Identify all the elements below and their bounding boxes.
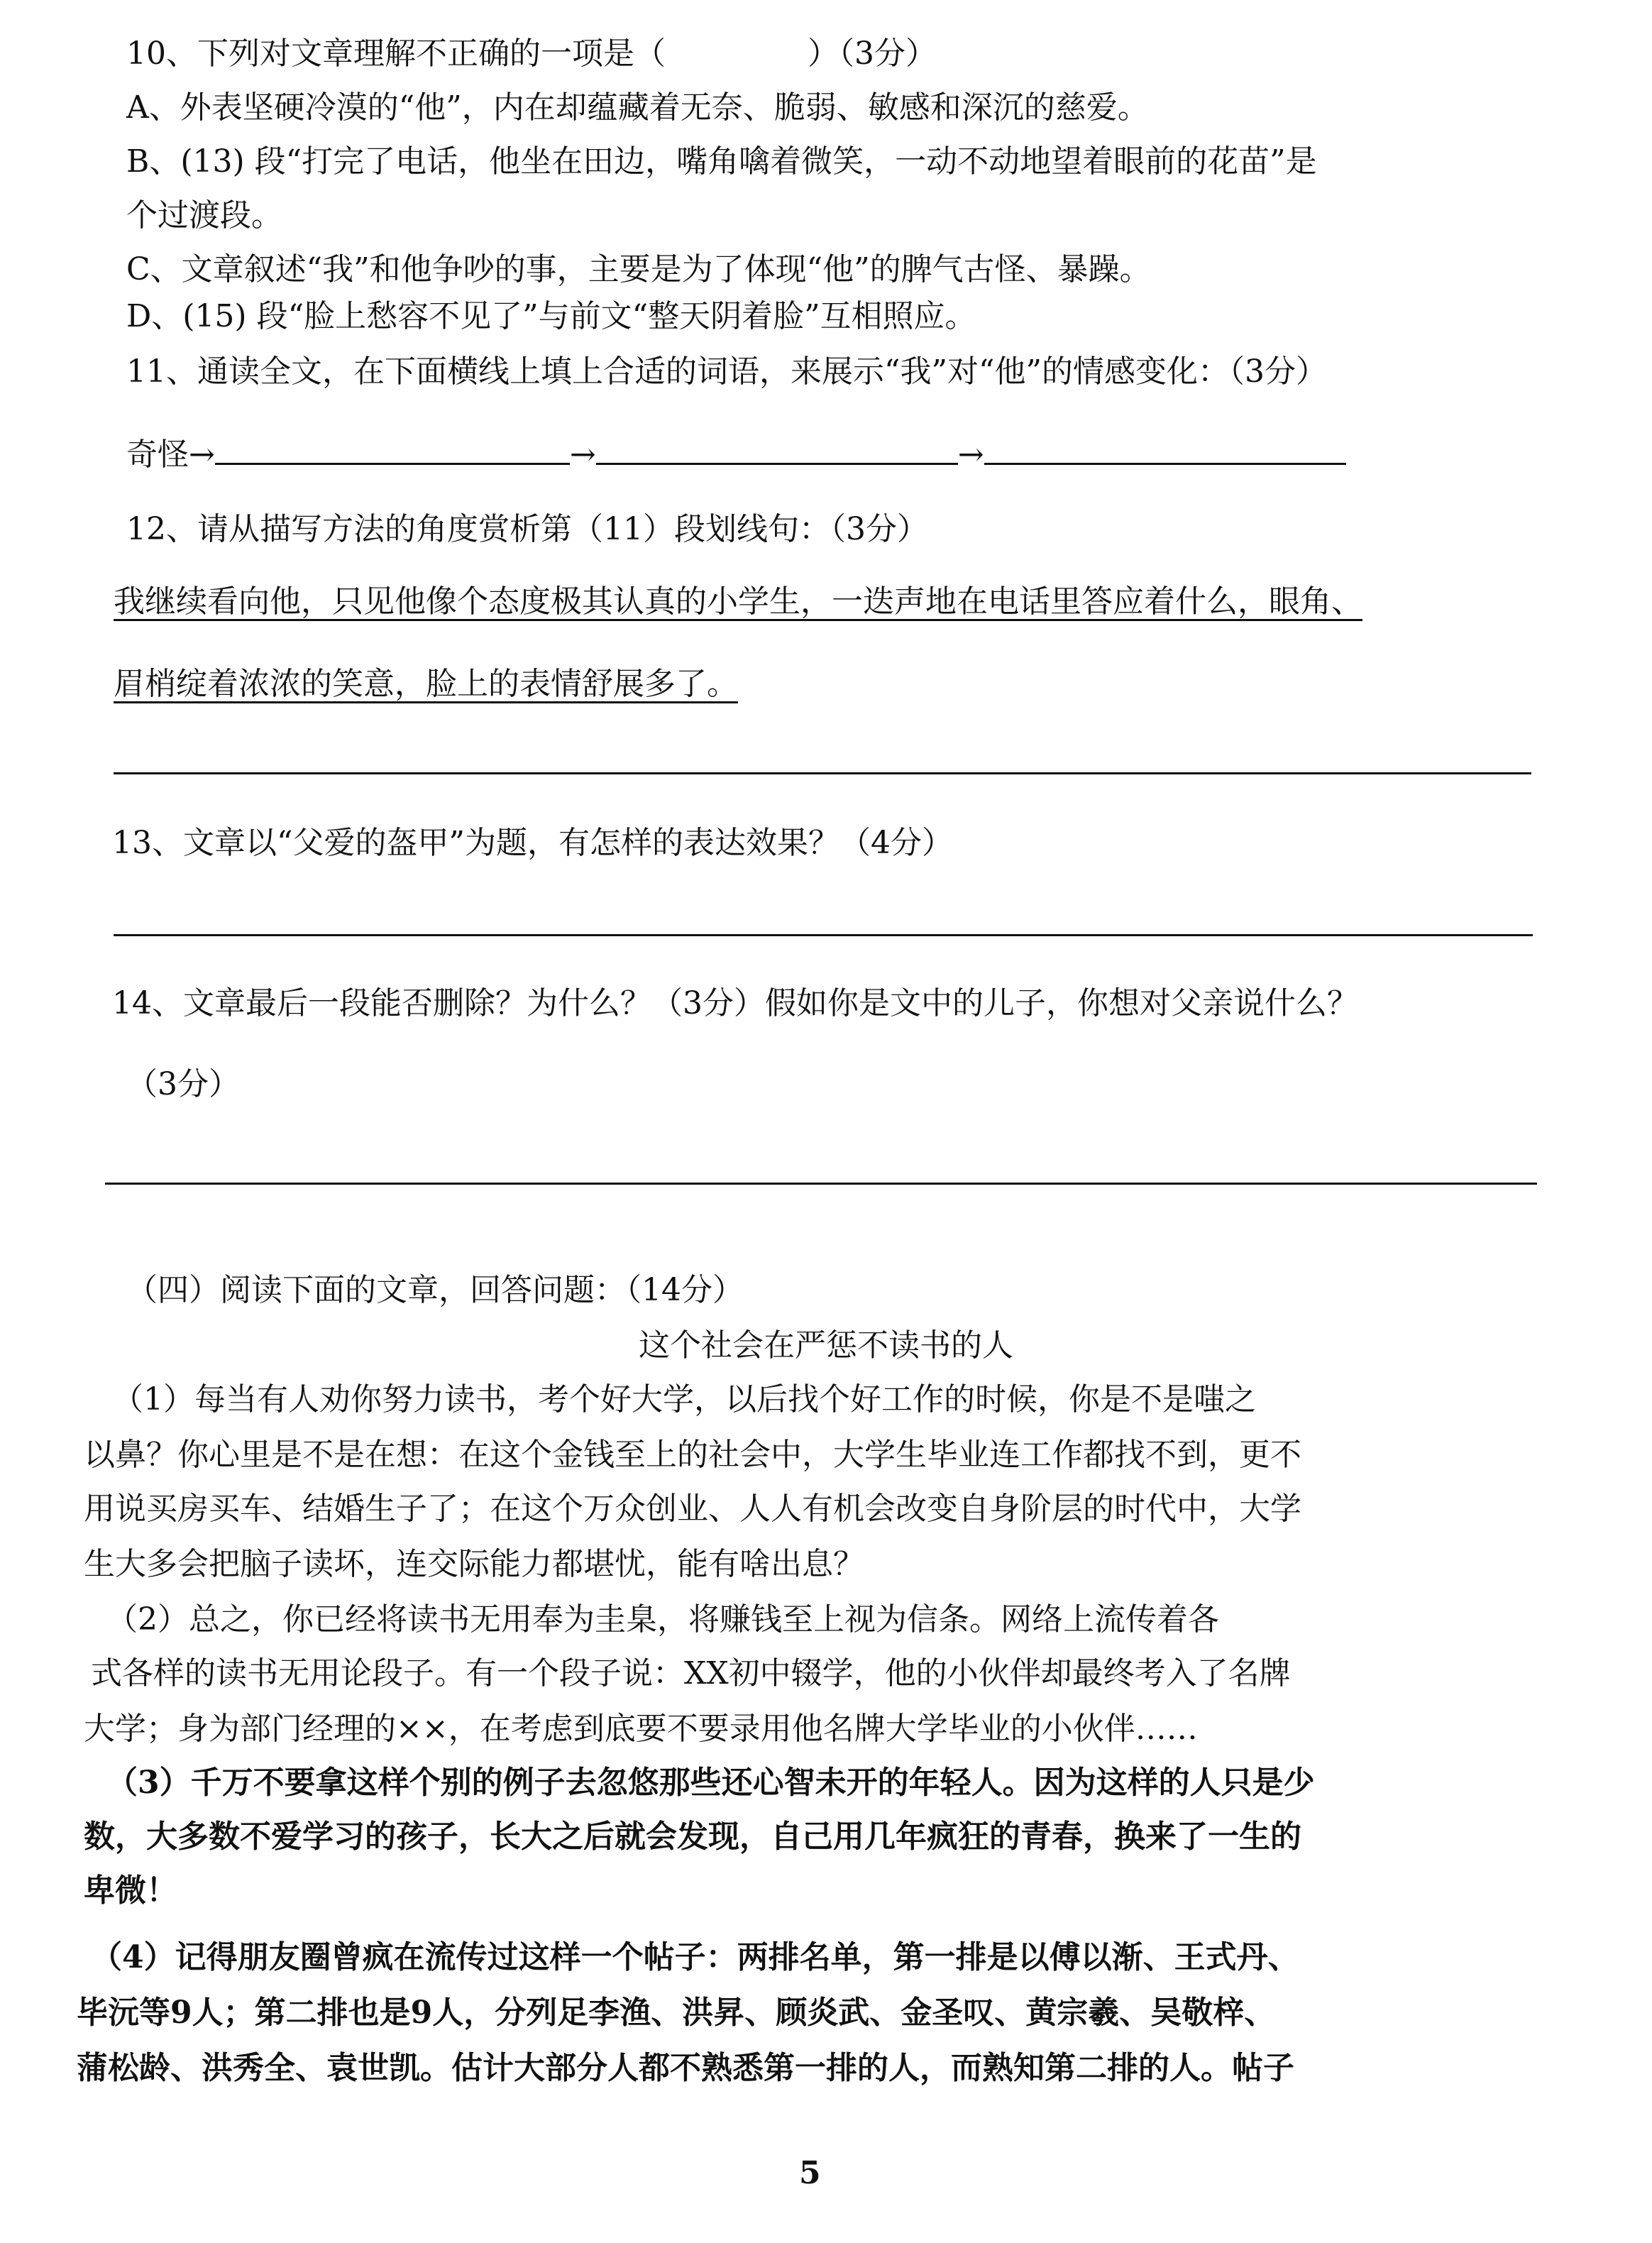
q10-stem-prefix: 10、下列对文章理解不正确的一项是（ xyxy=(126,35,666,72)
p3-line3: 卑微！ xyxy=(84,1872,177,1909)
q10-option-b-line1: B、(13) 段“打完了电话，他坐在田边，嘴角噙着微笑，一动不动地望着眼前的花苗”是 xyxy=(126,143,1317,180)
p2-line1: （2）总之，你已经将读书无用奉为圭臬，将赚钱至上视为信条。网络上流传着各 xyxy=(106,1601,1219,1638)
q10-option-d: D、(15) 段“脸上愁容不见了”与前文“整天阴着脸”互相照应。 xyxy=(126,298,976,334)
q12-quote-line1: 我继续看向他，只见他像个态度极其认真的小学生，一迭声地在电话里答应着什么，眼角、 xyxy=(114,583,1362,620)
q14-stem: 14、文章最后一段能否删除？为什么？（3分）假如你是文中的儿子，你想对父亲说什么？ xyxy=(112,985,1358,1021)
q11-fill-row xyxy=(126,434,1346,475)
arrow-icon: → xyxy=(957,437,984,473)
p1-line3: 用说买房买车、结婚生子了；在这个万众创业、人人有机会改变自身阶层的时代中，大学 xyxy=(84,1491,1301,1527)
p1-line1: （1）每当有人劝你努力读书，考个好大学，以后找个好工作的时候，你是不是嗤之 xyxy=(112,1381,1256,1417)
p4-line1: （4）记得朋友圈曾疯在流传过这样一个帖子：两排名单，第一排是以傅以渐、王式丹、 xyxy=(91,1939,1299,1975)
q11-stem: 11、通读全文，在下面横线上填上合适的词语，来展示“我”对“他”的情感变化：（3分） xyxy=(126,353,1327,390)
q13-answer-line[interactable] xyxy=(114,934,1533,936)
q10-option-a: A、外表坚硬冷漠的“他”，内在却蕴藏着无奈、脆弱、敏感和深沉的慈爱。 xyxy=(126,89,1149,126)
q11-blank-3[interactable] xyxy=(984,434,1346,465)
q11-blank-1[interactable] xyxy=(215,434,570,465)
q14-points: （3分） xyxy=(126,1066,240,1102)
q10-stem xyxy=(126,34,937,74)
q13-stem: 13、文章以“父爱的盔甲”为题，有怎样的表达效果？（4分） xyxy=(112,825,953,861)
q10-option-b-line2: 个过渡段。 xyxy=(126,197,282,234)
page-number: 5 xyxy=(799,2155,821,2191)
section4-header: （四）阅读下面的文章，回答问题：（14分） xyxy=(126,1272,744,1308)
arrow-icon: → xyxy=(189,437,215,473)
q10-stem-suffix: ）（3分） xyxy=(808,35,937,72)
q12-stem: 12、请从描写方法的角度赏析第（11）段划线句：（3分） xyxy=(126,511,928,547)
p4-line3: 蒲松龄、洪秀全、袁世凯。估计大部分人都不熟悉第一排的人，而熟知第二排的人。帖子 xyxy=(77,2050,1294,2086)
p2-line2: 式各样的读书无用论段子。有一个段子说：XX初中辍学，他的小伙伴却最终考入了名牌 xyxy=(91,1655,1291,1691)
p1-line2: 以鼻？你心里是不是在想：在这个金钱至上的社会中，大学生毕业连工作都找不到，更不 xyxy=(84,1437,1301,1473)
p2-line3: 大学；身为部门经理的××，在考虑到底要不要录用他名牌大学毕业的小伙伴…… xyxy=(84,1711,1198,1747)
q11-blank-2[interactable] xyxy=(596,434,958,465)
p3-line2: 数，大多数不爱学习的孩子，长大之后就会发现，自己用几年疯狂的青春，换来了一生的 xyxy=(84,1819,1301,1855)
q11-start-word: 奇怪 xyxy=(126,437,189,473)
article-title: 这个社会在严惩不读书的人 xyxy=(639,1327,1013,1364)
p4-line2: 毕沅等9人；第二排也是9人，分列足李渔、洪昇、顾炎武、金圣叹、黄宗羲、吴敬梓、 xyxy=(77,1995,1276,2031)
arrow-icon: → xyxy=(569,437,596,473)
p3-line1: （3）千万不要拿这样个别的例子去忽悠那些还心智未开的年轻人。因为这样的人只是少 xyxy=(106,1765,1315,1801)
p1-line4: 生大多会把脑子读坏，连交际能力都堪忧，能有啥出息？ xyxy=(84,1546,864,1582)
q12-quote-line2: 眉梢绽着浓浓的笑意，脸上的表情舒展多了。 xyxy=(114,666,738,702)
q10-option-c: C、文章叙述“我”和他争吵的事，主要是为了体现“他”的脾气古怪、暴躁。 xyxy=(126,251,1151,287)
q12-answer-line[interactable] xyxy=(114,772,1531,774)
q14-answer-line[interactable] xyxy=(105,1183,1537,1185)
